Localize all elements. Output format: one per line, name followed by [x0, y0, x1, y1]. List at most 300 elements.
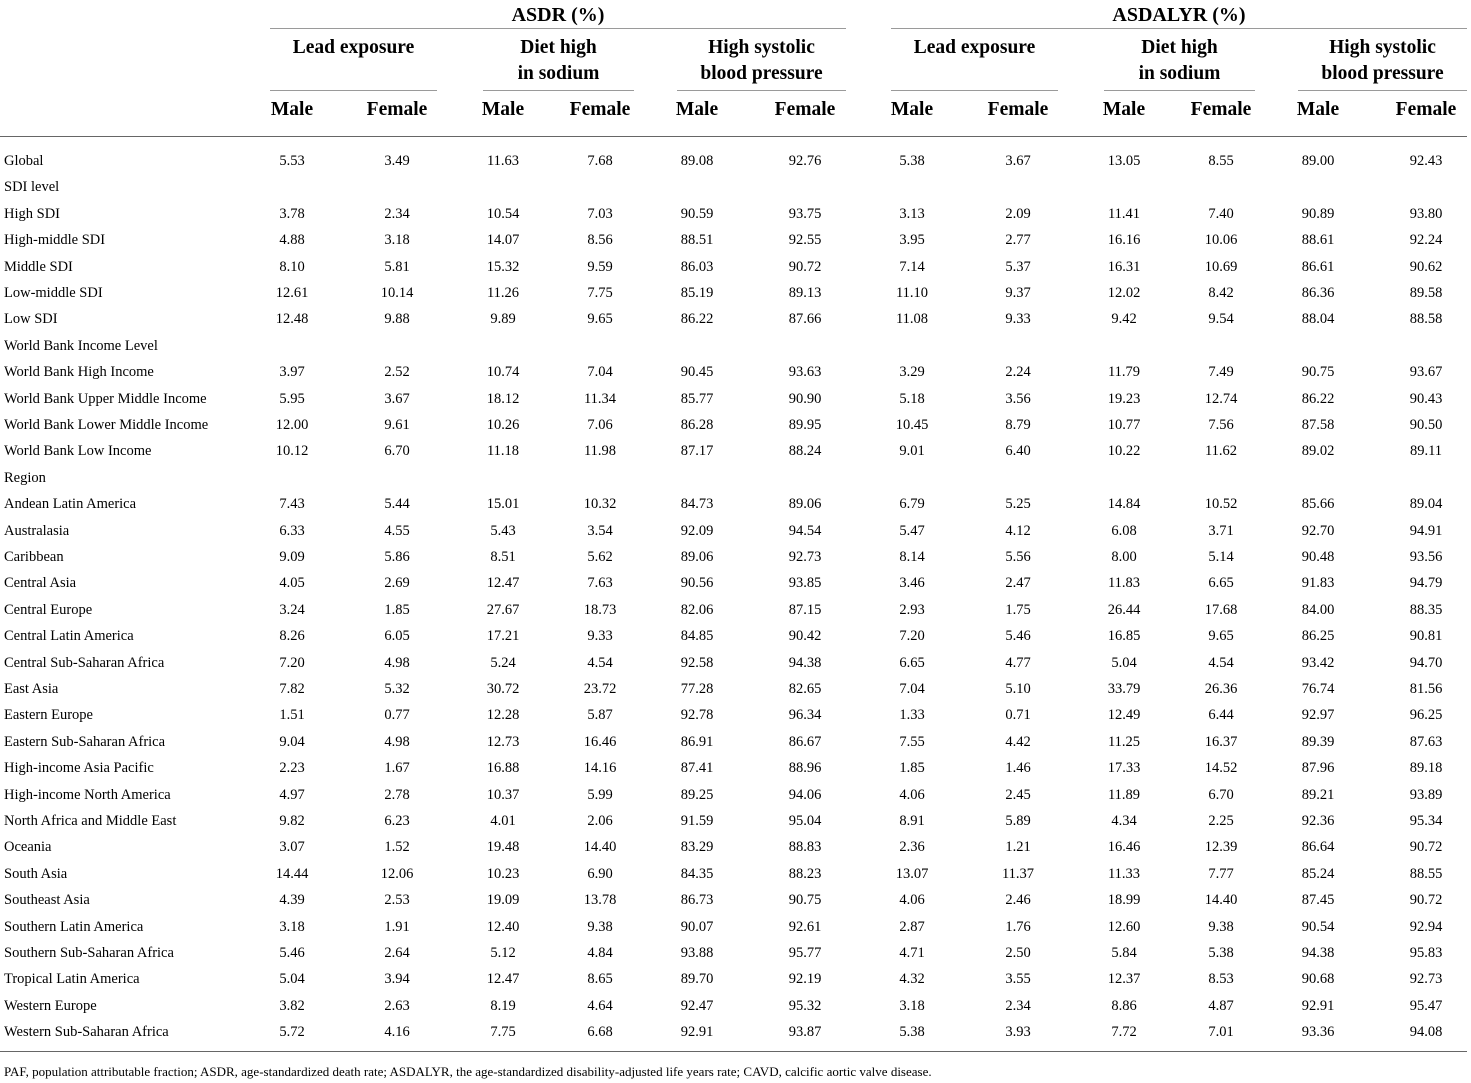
group-header: ASDR (%)	[511, 4, 605, 26]
table-cell: 94.91	[1409, 522, 1443, 539]
table-cell: 3.97	[279, 364, 305, 381]
table-cell: 93.89	[1409, 786, 1443, 803]
table-cell: 8.26	[279, 628, 305, 645]
table-cell: 5.37	[1005, 258, 1031, 275]
table-cell: 14.16	[583, 760, 617, 777]
row-label: Central Sub-Saharan Africa	[4, 654, 165, 671]
sex-header: Female	[1190, 99, 1252, 120]
table-cell: 9.89	[490, 311, 516, 328]
table-cell: 4.87	[1208, 997, 1234, 1014]
row-label: Tropical Latin America	[4, 971, 140, 988]
table-cell: 33.79	[1107, 681, 1141, 697]
table-cell: 9.04	[279, 733, 305, 750]
row-label: High-middle SDI	[4, 232, 106, 249]
table-cell: 12.49	[1107, 707, 1141, 724]
factor-rule	[270, 90, 437, 91]
table-cell: 96.25	[1409, 707, 1443, 724]
table-cell: 94.38	[1301, 945, 1335, 961]
table-cell: 4.54	[587, 654, 613, 671]
table-cell: 23.72	[583, 681, 617, 697]
table-cell: 3.29	[899, 364, 925, 381]
table-cell: 1.76	[1005, 918, 1031, 935]
row-label: World Bank High Income	[4, 364, 154, 381]
table-cell: 90.75	[1301, 364, 1335, 381]
table-cell: 12.39	[1204, 839, 1238, 856]
table-cell: 89.06	[680, 549, 714, 565]
table-cell: 10.22	[1107, 443, 1141, 460]
table-cell: 89.39	[1301, 733, 1335, 750]
table-cell: 84.00	[1301, 601, 1335, 618]
table-cell: 4.98	[384, 733, 410, 750]
header-bottom-rule	[0, 136, 1467, 137]
table-cell: 11.98	[583, 443, 617, 460]
table-cell: 0.71	[1005, 707, 1031, 724]
table-cell: 11.33	[1107, 865, 1141, 882]
table-cell: 93.36	[1301, 1024, 1335, 1041]
sex-header: Male	[1296, 99, 1340, 120]
table-cell: 10.23	[486, 865, 520, 882]
table-cell: 11.26	[486, 285, 520, 301]
table-cell: 8.56	[587, 232, 613, 249]
table-cell: 14.40	[1204, 892, 1238, 909]
table-cell: 85.19	[680, 285, 714, 301]
table-cell: 4.16	[384, 1024, 410, 1041]
table-cell: 7.01	[1208, 1024, 1234, 1041]
table-cell: 92.58	[680, 654, 714, 671]
table-cell: 92.70	[1301, 522, 1335, 539]
factor-rule	[1298, 90, 1467, 91]
table-cell: 7.72	[1111, 1024, 1137, 1041]
table-cell: 13.78	[583, 892, 617, 909]
table-cell: 89.70	[680, 971, 714, 988]
table-cell: 17.33	[1107, 760, 1141, 777]
table-cell: 2.06	[587, 813, 613, 829]
table-cell: 2.34	[1005, 997, 1031, 1014]
table-cell: 11.10	[895, 285, 929, 301]
table-cell: 87.96	[1301, 760, 1335, 777]
table-cell: 9.82	[279, 813, 305, 829]
table-cell: 85.66	[1301, 496, 1335, 513]
table-cell: 7.04	[899, 681, 925, 697]
table-cell: 88.04	[1301, 311, 1335, 328]
table-cell: 13.07	[895, 865, 929, 882]
table-cell: 17.68	[1204, 601, 1238, 618]
table-cell: 10.45	[895, 417, 929, 433]
table-cell: 10.54	[486, 205, 520, 222]
table-cell: 93.67	[1409, 364, 1443, 381]
table-cell: 4.84	[587, 945, 613, 961]
table-cell: 15.01	[486, 496, 520, 513]
table-cell: 4.42	[1005, 733, 1031, 750]
table-cell: 85.24	[1301, 865, 1335, 882]
table-cell: 9.65	[1208, 628, 1234, 645]
table-cell: 2.47	[1005, 575, 1031, 592]
table-cell: 9.01	[899, 443, 925, 460]
table-cell: 2.52	[384, 364, 410, 381]
table-cell: 5.87	[587, 707, 613, 724]
row-label: High-income North America	[4, 786, 171, 803]
table-cell: 95.34	[1409, 813, 1443, 829]
table-cell: 30.72	[486, 681, 520, 697]
table-cell: 12.28	[486, 707, 520, 724]
table-cell: 9.38	[1208, 918, 1234, 935]
table-cell: 89.11	[1409, 443, 1443, 460]
table-cell: 6.68	[587, 1024, 613, 1041]
table-cell: 16.16	[1107, 232, 1141, 249]
table-cell: 9.42	[1111, 311, 1137, 328]
factor-header-line: High systolic	[1329, 37, 1436, 58]
table-cell: 9.61	[384, 417, 410, 433]
table-cell: 86.28	[680, 417, 714, 433]
table-cell: 7.56	[1208, 417, 1234, 433]
table-cell: 5.62	[587, 549, 613, 565]
row-label: Low SDI	[4, 311, 58, 328]
table-cell: 92.24	[1409, 232, 1443, 249]
table-cell: 8.91	[899, 813, 925, 829]
table-cell: 86.64	[1301, 839, 1335, 856]
factor-header-line: Diet high	[520, 37, 597, 58]
table-cell: 91.59	[680, 813, 714, 829]
table-cell: 9.59	[587, 258, 613, 275]
table-cell: 92.76	[788, 153, 822, 169]
table-cell: 3.95	[899, 232, 925, 249]
table-cell: 3.18	[279, 918, 305, 935]
table-cell: 92.61	[788, 918, 822, 935]
table-cell: 2.24	[1005, 364, 1031, 381]
row-label: Eastern Europe	[4, 707, 93, 724]
table-cell: 3.82	[279, 997, 305, 1014]
table-cell: 90.50	[1409, 417, 1443, 433]
factor-rule	[1104, 90, 1255, 91]
factor-rule	[891, 90, 1058, 91]
table-cell: 77.28	[680, 681, 714, 697]
table-cell: 6.70	[1208, 786, 1234, 803]
table-cell: 6.40	[1005, 443, 1031, 460]
table-cell: 10.69	[1204, 258, 1238, 275]
factor-rule	[677, 90, 846, 91]
row-label: Western Sub-Saharan Africa	[4, 1024, 169, 1041]
row-label: Oceania	[4, 839, 52, 856]
row-label: Low-middle SDI	[4, 285, 103, 301]
table-cell: 89.06	[788, 496, 822, 513]
sex-header: Male	[890, 99, 934, 120]
table-cell: 92.36	[1301, 813, 1335, 829]
table-cell: 3.54	[587, 522, 613, 539]
table-cell: 5.53	[279, 153, 305, 169]
table-cell: 26.36	[1204, 681, 1238, 697]
table-cell: 90.59	[680, 205, 714, 222]
table-cell: 4.71	[899, 945, 925, 961]
table-cell: 1.91	[384, 918, 410, 935]
table-cell: 14.07	[486, 232, 520, 249]
table-cell: 7.63	[587, 575, 613, 592]
table-cell: 90.42	[788, 628, 822, 645]
table-cell: 3.07	[279, 839, 305, 856]
table-cell: 11.79	[1107, 364, 1141, 381]
table-cell: 14.40	[583, 839, 617, 856]
table-cell: 9.33	[1005, 311, 1031, 328]
table-cell: 16.88	[486, 760, 520, 777]
table-cell: 7.49	[1208, 364, 1234, 381]
table-cell: 5.47	[899, 522, 925, 539]
table-cell: 5.38	[1208, 945, 1234, 961]
table-bottom-rule	[0, 1051, 1467, 1052]
row-label: East Asia	[4, 681, 59, 697]
table-cell: 8.19	[490, 997, 516, 1014]
table-cell: 2.77	[1005, 232, 1031, 249]
table-cell: 11.83	[1107, 575, 1141, 592]
table-cell: 3.24	[279, 601, 305, 618]
table-cell: 3.71	[1208, 522, 1234, 539]
table-cell: 8.51	[490, 549, 516, 565]
row-label: Central Asia	[4, 575, 77, 592]
table-cell: 8.14	[899, 549, 925, 565]
table-cell: 10.77	[1107, 417, 1141, 433]
table-cell: 2.63	[384, 997, 410, 1014]
table-cell: 5.04	[279, 971, 305, 988]
table-cell: 93.88	[680, 945, 714, 961]
table-cell: 93.63	[788, 364, 822, 381]
table-cell: 5.12	[490, 945, 516, 961]
table-cell: 14.84	[1107, 496, 1141, 513]
sex-header: Male	[270, 99, 314, 120]
table-cell: 90.72	[1409, 892, 1443, 909]
table-cell: 12.37	[1107, 971, 1141, 988]
table-cell: 19.09	[486, 892, 520, 909]
table-cell: 15.32	[486, 258, 520, 275]
table-cell: 95.32	[788, 997, 822, 1014]
table-cell: 9.88	[384, 311, 410, 328]
table-cell: 11.63	[486, 153, 520, 169]
table-cell: 92.09	[680, 522, 714, 539]
table-cell: 1.46	[1005, 760, 1031, 777]
table-cell: 88.61	[1301, 232, 1335, 249]
factor-header	[891, 35, 1058, 61]
table-cell: 16.46	[1107, 839, 1141, 856]
table-cell: 88.24	[788, 443, 822, 460]
table-cell: 86.91	[680, 733, 714, 750]
table-cell: 84.73	[680, 496, 714, 513]
table-cell: 7.77	[1208, 865, 1234, 882]
row-label: World Bank Upper Middle Income	[4, 390, 207, 407]
row-label: Southeast Asia	[4, 892, 90, 909]
table-cell: 12.73	[486, 733, 520, 750]
table-cell: 90.43	[1409, 390, 1443, 407]
row-label: Central Latin America	[4, 628, 134, 645]
table-cell: 92.73	[788, 549, 822, 565]
factor-header	[270, 35, 437, 61]
factor-header-line: Lead exposure	[292, 37, 415, 58]
table-cell: 2.36	[899, 839, 925, 856]
table-cell: 1.85	[899, 760, 925, 777]
table-cell: 7.43	[279, 496, 305, 513]
factor-header-line: Lead exposure	[913, 37, 1036, 58]
table-cell: 5.56	[1005, 549, 1031, 565]
table-cell: 90.89	[1301, 205, 1335, 222]
factor-header	[677, 35, 846, 87]
table-cell: 18.12	[486, 390, 520, 407]
row-label: Caribbean	[4, 549, 64, 565]
table-cell: 90.68	[1301, 971, 1335, 988]
table-cell: 88.23	[788, 865, 822, 882]
table-cell: 92.19	[788, 971, 822, 988]
table-cell: 5.84	[1111, 945, 1137, 961]
table-cell: 89.00	[1301, 153, 1335, 169]
table-cell: 90.72	[788, 258, 822, 275]
table-cell: 9.33	[587, 628, 613, 645]
factor-header	[483, 35, 634, 87]
table-cell: 96.34	[788, 707, 822, 724]
table-cell: 5.81	[384, 258, 410, 275]
table-cell: 87.45	[1301, 892, 1335, 909]
table-cell: 93.87	[788, 1024, 822, 1041]
table-cell: 3.18	[384, 232, 410, 249]
table-cell: 76.74	[1301, 681, 1335, 697]
table-cell: 4.54	[1208, 654, 1234, 671]
sex-header: Female	[366, 99, 428, 120]
table-cell: 8.79	[1005, 417, 1031, 433]
table-cell: 6.65	[1208, 575, 1234, 592]
table-cell: 9.09	[279, 549, 305, 565]
table-cell: 4.12	[1005, 522, 1031, 539]
table-cell: 2.64	[384, 945, 410, 961]
table-cell: 3.56	[1005, 390, 1031, 407]
table-cell: 19.23	[1107, 390, 1141, 407]
table-cell: 4.05	[279, 575, 305, 592]
table-cell: 90.62	[1409, 258, 1443, 275]
table-cell: 10.52	[1204, 496, 1238, 513]
table-cell: 12.02	[1107, 285, 1141, 301]
table-cell: 86.25	[1301, 628, 1335, 645]
table-cell: 26.44	[1107, 601, 1141, 618]
table-cell: 9.37	[1005, 285, 1031, 301]
table-cell: 5.95	[279, 390, 305, 407]
table-cell: 5.14	[1208, 549, 1234, 565]
table-cell: 4.88	[279, 232, 305, 249]
table-cell: 93.85	[788, 575, 822, 592]
table-cell: 7.06	[587, 417, 613, 433]
table-cell: 88.35	[1409, 601, 1443, 618]
table-cell: 12.06	[380, 865, 414, 882]
table-cell: 12.48	[275, 311, 309, 328]
table-cell: 89.58	[1409, 285, 1443, 301]
table-cell: 10.32	[583, 496, 617, 513]
table-cell: 10.74	[486, 364, 520, 381]
table-cell: 2.34	[384, 205, 410, 222]
factor-header-line: blood pressure	[1321, 63, 1444, 84]
table-cell: 3.67	[1005, 153, 1031, 169]
table-cell: 6.44	[1208, 707, 1234, 724]
table-cell: 89.08	[680, 153, 714, 169]
table-cell: 89.18	[1409, 760, 1443, 777]
table-cell: 87.58	[1301, 417, 1335, 433]
table-cell: 11.18	[486, 443, 520, 460]
table-cell: 8.55	[1208, 153, 1234, 169]
table-cell: 89.21	[1301, 786, 1335, 803]
table-cell: 4.06	[899, 892, 925, 909]
factor-header	[1298, 35, 1467, 87]
table-cell: 10.06	[1204, 232, 1238, 249]
table-cell: 19.48	[486, 839, 520, 856]
row-label: High-income Asia Pacific	[4, 760, 154, 777]
table-cell: 88.96	[788, 760, 822, 777]
table-cell: 7.75	[490, 1024, 516, 1041]
table-cell: 6.08	[1111, 522, 1137, 539]
table-cell: 92.97	[1301, 707, 1335, 724]
table-cell: 9.65	[587, 311, 613, 328]
table-cell: 7.55	[899, 733, 925, 750]
table-cell: 8.65	[587, 971, 613, 988]
table-cell: 7.14	[899, 258, 925, 275]
table-cell: 7.40	[1208, 205, 1234, 222]
table-cell: 1.67	[384, 760, 410, 777]
row-label: Region	[4, 469, 46, 486]
table-cell: 94.38	[788, 654, 822, 671]
table-cell: 16.37	[1204, 733, 1238, 750]
table-cell: 11.89	[1107, 786, 1141, 803]
footnote: PAF, population attributable fraction; ASDR, age-standardized death rate; ASDALYR, the age-standardized disability-adjusted life years rate; CAVD, calcific aortic valve disease.	[4, 1064, 932, 1079]
table-cell: 14.44	[275, 865, 309, 882]
table-cell: 93.56	[1409, 549, 1443, 565]
table-cell: 5.32	[384, 681, 410, 697]
table-cell: 94.06	[788, 786, 822, 803]
table-cell: 8.86	[1111, 997, 1137, 1014]
table-cell: 86.03	[680, 258, 714, 275]
factor-rule	[483, 90, 634, 91]
row-label: World Bank Income Level	[4, 337, 158, 354]
table-cell: 4.01	[490, 813, 516, 829]
table-cell: 14.52	[1204, 760, 1238, 777]
table-cell: 10.12	[275, 443, 309, 460]
factor-header-line: in sodium	[1138, 63, 1221, 84]
table-cell: 88.51	[680, 232, 714, 249]
table-cell: 5.46	[1005, 628, 1031, 645]
row-label: Middle SDI	[4, 258, 73, 275]
table-cell: 6.90	[587, 865, 613, 882]
table-cell: 4.64	[587, 997, 613, 1014]
table-cell: 5.25	[1005, 496, 1031, 513]
table-cell: 5.38	[899, 153, 925, 169]
table-cell: 89.02	[1301, 443, 1335, 460]
table-cell: 2.87	[899, 918, 925, 935]
table-cell: 2.46	[1005, 892, 1031, 909]
table-cell: 86.22	[1301, 390, 1335, 407]
table-cell: 9.38	[587, 918, 613, 935]
table-cell: 2.45	[1005, 786, 1031, 803]
table-cell: 12.40	[486, 918, 520, 935]
table-cell: 3.49	[384, 153, 410, 169]
row-label: South Asia	[4, 865, 68, 882]
table-cell: 88.83	[788, 839, 822, 856]
group-rule	[891, 28, 1467, 29]
table-cell: 90.81	[1409, 628, 1443, 645]
table-cell: 5.10	[1005, 681, 1031, 697]
table-cell: 2.78	[384, 786, 410, 803]
table-cell: 4.39	[279, 892, 305, 909]
table-cell: 8.42	[1208, 285, 1234, 301]
sex-header: Male	[1102, 99, 1146, 120]
table-cell: 11.37	[1001, 865, 1035, 882]
table-cell: 2.23	[279, 760, 305, 777]
factor-header-line: in sodium	[517, 63, 600, 84]
table-cell: 92.47	[680, 997, 714, 1014]
sex-header: Female	[987, 99, 1049, 120]
table-cell: 5.38	[899, 1024, 925, 1041]
table-cell: 4.55	[384, 522, 410, 539]
table-cell: 2.50	[1005, 945, 1031, 961]
table-cell: 3.13	[899, 205, 925, 222]
table-cell: 91.83	[1301, 575, 1335, 592]
